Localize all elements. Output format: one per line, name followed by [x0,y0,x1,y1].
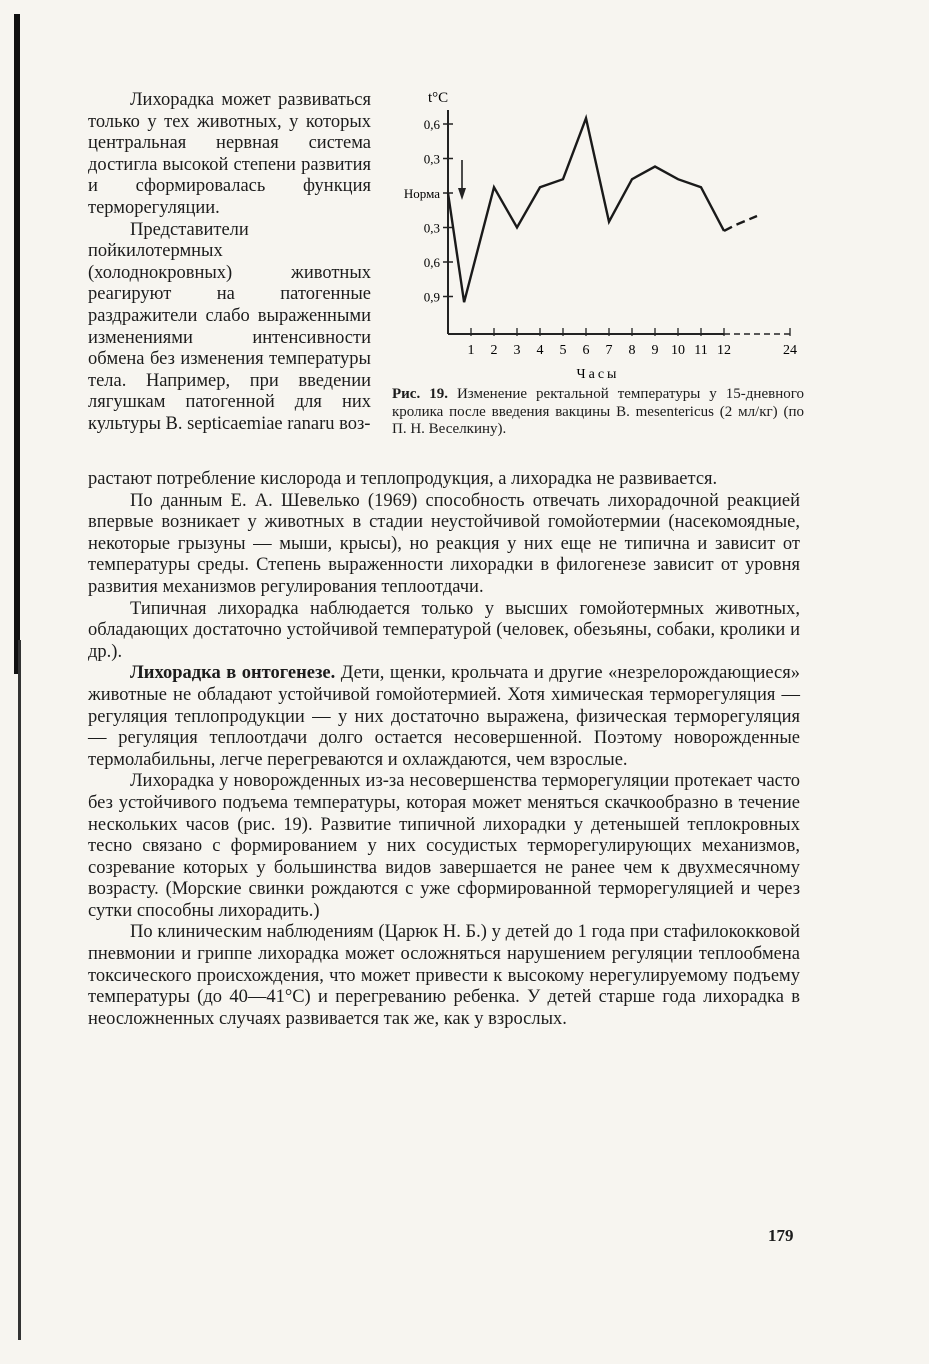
scan-edge-shadow [14,14,20,674]
left-column-text [88,90,371,436]
x-tick-label: 8 [628,343,636,358]
y-tick-label: 0,9 [423,289,440,305]
section-heading: Лихорадка в онтогенезе. [130,663,336,684]
x-tick-label: 7 [605,343,613,358]
paragraph: По клиническим наблюдениям (Царюк Н. Б.) у детей до 1 года при стафилококковой пневмонии и гриппе лихорадка может осложняться нарушением регуляции теплообмена токсического происхождения, что может привести к высокому нерегулируемому подъему температуры (до 40—41°С) и перегреванию ребенка. У детей старше года лихорадка в неосложненных случаях развивается так же, как у взрослых. [88,922,800,1029]
figure-caption [392,386,804,439]
main-text [88,469,800,1030]
series-line [448,118,724,302]
y-tick-label: 0,3 [423,151,440,167]
caption-label: Рис. 19. [392,386,448,402]
paragraph: растают потребление кислорода и теплопродукция, а лихорадка не развивается. [88,469,718,489]
x-tick-label: 9 [651,343,659,358]
paragraph: Типичная лихорадка наблюдается только у высших гомойотермных животных, обладающих достаточно устойчивой температурой (человек, обезьяны, собаки, кролики и др.). [88,598,800,662]
paragraph: По данным Е. А. Шевелько (1969) способность отвечать лихорадочной реакцией впервые возникает у животных в стадии неустойчивой гомойотермии (насекомоядные, некоторые грызуны — мыши, крысы), но реакция у них еще не типична и зависит от температуры среды. Степень выраженности лихорадки в филогенезе зависит от уровня развития механизмов регулирования теплоотдачи. [88,490,800,597]
paragraph: Лихорадка у новорожденных из-за несовершенства терморегуляции протекает часто без устойчивого подъема температуры, которая может меняться скачкообразно в течение нескольких часов (рис. 19). Развитие типичной лихорадки у детенышей теплокровных тесно связано с формированием у них сосудистых терморегулирующих механизмов, созревание которых у большинства видов завершается не ранее чем к двухмесячному возрасту. (Морские свинки рождаются с уже сформированной терморегуляцией и через сутки способны лихорадить.) [88,771,800,921]
paragraph: Представители пойкилотермных (холоднокровных) животных реагируют на патогенные раздражители слабо выраженными изменениями интенсивности обмена без изменения температуры тела. Например, при введении лягушкам патогенной для них культуры B. septicaemiae ranaru воз- [88,219,371,434]
x-axis-label: Часы [576,367,620,382]
paragraph-ontogenesis [88,663,800,771]
x-tick-label: 2 [490,343,498,358]
x-tick-label: 10 [671,343,685,358]
x-tick-label: 11 [694,343,708,358]
caption-text: Изменение ректальной температуры у 15-дневного кролика после введения вакцины B. mesentericus (2 мл/кг) (по П. Н. Веселкину). [392,386,805,437]
y-tick-label: 0,6 [423,117,440,132]
paragraph-text: Дети, щенки, крольчата и другие «незрелорождающиеся» животные не обладают устойчивой гомойотермией. Хотя химическая терморегуляция — регуляция теплопродукции — у них достаточно выражена, физическая терморегуляция — регуляция теплоотдачи долго остается несовершенной. Поэтому новорожденные термолабильны, легче перегреваются и охлаждаются, чем взрослые. [88,663,800,770]
y-tick-label: Норма [403,186,440,201]
y-tick-label: 0,3 [423,220,440,236]
paragraph: Лихорадка может развиваться только у тех животных, у которых центральная нервная система достигла высокой степени развития и сформировалась функция терморегуляции. [88,90,371,218]
page-number: 179 [768,1226,794,1245]
x-tick-label: 6 [582,343,590,358]
x-tick-label: 3 [513,343,521,358]
x-tick-label: 12 [717,343,731,358]
injection-arrow-head [458,188,466,200]
temperature-chart [392,84,804,384]
series-line-dashed [724,216,757,231]
x-tick-label: 24 [783,343,797,358]
y-axis-label: t°C [428,90,449,106]
x-tick-label: 4 [536,343,544,358]
figure-19 [392,84,804,439]
x-tick-label: 5 [559,343,567,358]
y-tick-label: 0,6 [423,255,440,270]
scan-edge-shadow-lower [18,640,21,1340]
x-tick-label: 1 [467,343,475,358]
